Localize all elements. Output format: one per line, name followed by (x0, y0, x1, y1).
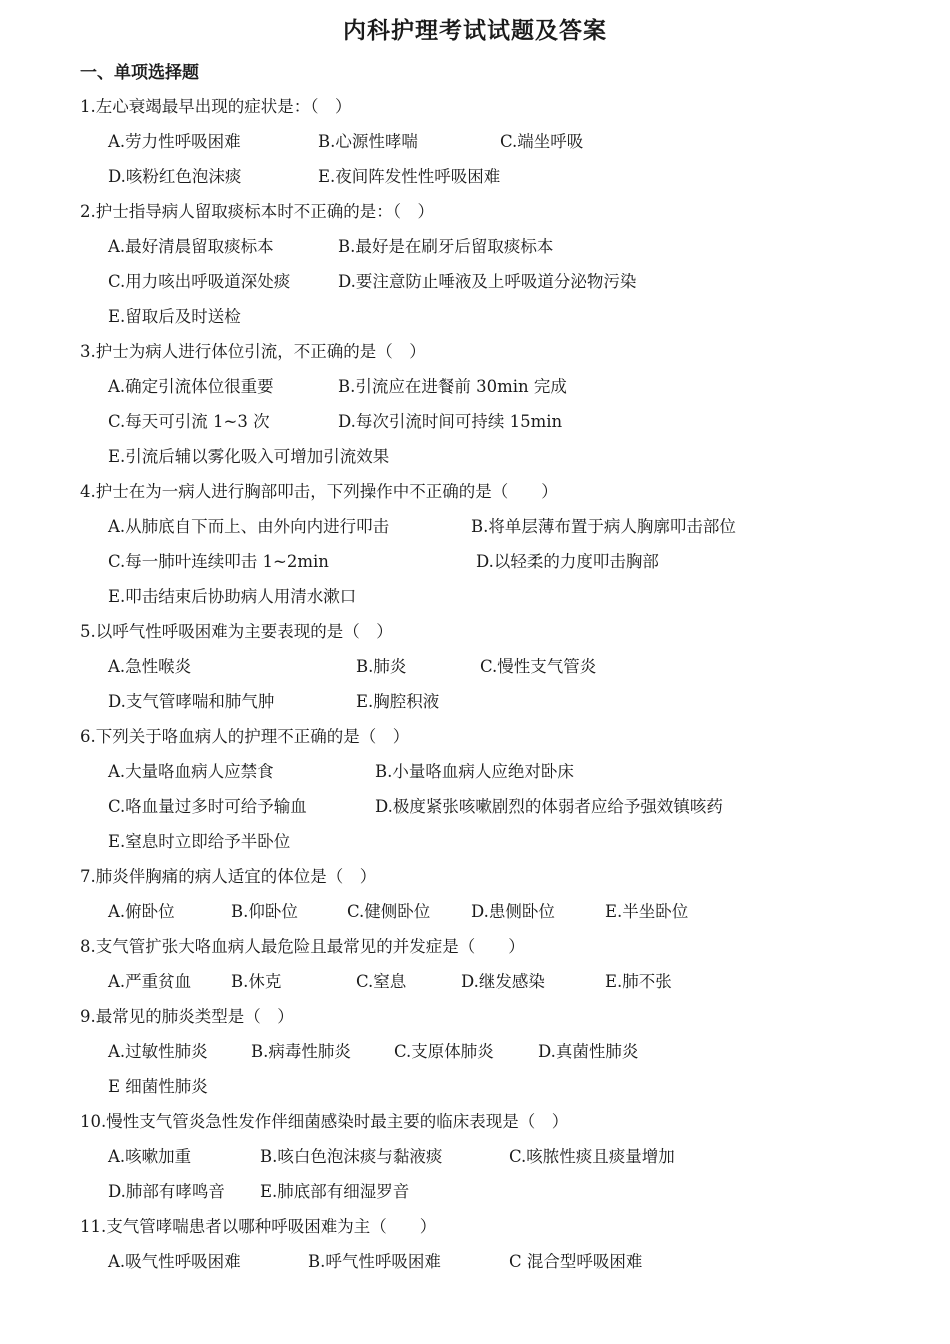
option-c: C.咳脓性痰且痰量增加 (509, 1147, 675, 1166)
option-b: B.病毒性肺炎 (251, 1042, 351, 1061)
question-5-stem: 5.以呼气性呼吸困难为主要表现的是（ ） (80, 622, 393, 641)
document-title: 内科护理考试试题及答案 (343, 18, 607, 44)
option-a: A.劳力性呼吸困难 (108, 132, 241, 151)
option-c: C.每天可引流 1~3 次 (108, 412, 270, 431)
option-c: C.端坐呼吸 (500, 132, 584, 151)
question-8-stem: 8.支气管扩张大咯血病人最危险且最常见的并发症是（ ） (80, 937, 525, 956)
option-a: A.过敏性肺炎 (108, 1042, 208, 1061)
option-e: E.夜间阵发性性呼吸困难 (318, 167, 501, 186)
option-e: E.留取后及时送检 (108, 307, 241, 326)
option-d: D.真菌性肺炎 (538, 1042, 639, 1061)
option-d: D.极度紧张咳嗽剧烈的体弱者应给予强效镇咳药 (375, 797, 723, 816)
option-a: A.吸气性呼吸困难 (108, 1252, 241, 1271)
option-a: A.最好清晨留取痰标本 (108, 237, 274, 256)
option-b: B.引流应在进餐前 30min 完成 (338, 377, 567, 396)
option-e: E.叩击结束后协助病人用清水漱口 (108, 587, 357, 606)
option-d: D.支气管哮喘和肺气肿 (108, 692, 275, 711)
option-a: A.从肺底自下而上、由外向内进行叩击 (108, 517, 390, 536)
option-b: B.咳白色泡沫痰与黏液痰 (260, 1147, 443, 1166)
option-b: B.肺炎 (356, 657, 407, 676)
question-6-stem: 6.下列关于咯血病人的护理不正确的是（ ） (80, 727, 410, 746)
option-d: D.患侧卧位 (471, 902, 555, 921)
option-b: B.休克 (231, 972, 282, 991)
option-c: C.慢性支气管炎 (480, 657, 597, 676)
option-a: A.严重贫血 (108, 972, 192, 991)
option-c: C.支原体肺炎 (394, 1042, 494, 1061)
option-c: C.窒息 (356, 972, 407, 991)
option-d: D.以轻柔的力度叩击胸部 (476, 552, 659, 571)
option-e: E 细菌性肺炎 (108, 1077, 208, 1096)
section-heading: 一、单项选择题 (80, 63, 199, 83)
question-1-stem: 1.左心衰竭最早出现的症状是：（ ） (80, 97, 352, 116)
option-b: B.将单层薄布置于病人胸廓叩击部位 (471, 517, 736, 536)
option-c: C.咯血量过多时可给予输血 (108, 797, 307, 816)
option-e: E.肺不张 (605, 972, 672, 991)
option-d: D.要注意防止唾液及上呼吸道分泌物污染 (338, 272, 637, 291)
question-11-stem: 11.支气管哮喘患者以哪种呼吸困难为主（ ） (80, 1217, 437, 1236)
option-b: B.小量咯血病人应绝对卧床 (375, 762, 574, 781)
option-c: C.用力咳出呼吸道深处痰 (108, 272, 291, 291)
option-a: A.大量咯血病人应禁食 (108, 762, 274, 781)
option-a: A.咳嗽加重 (108, 1147, 192, 1166)
option-b: B.呼气性呼吸困难 (308, 1252, 441, 1271)
question-10-stem: 10.慢性支气管炎急性发作伴细菌感染时最主要的临床表现是（ ） (80, 1112, 569, 1131)
option-a: A.确定引流体位很重要 (108, 377, 274, 396)
option-e: E.引流后辅以雾化吸入可增加引流效果 (108, 447, 390, 466)
option-c: C 混合型呼吸困难 (509, 1252, 643, 1271)
option-b: B.最好是在刷牙后留取痰标本 (338, 237, 554, 256)
option-d: D.每次引流时间可持续 15min (338, 412, 563, 431)
question-9-stem: 9.最常见的肺炎类型是（ ） (80, 1007, 294, 1026)
option-b: B.仰卧位 (231, 902, 298, 921)
question-7-stem: 7.肺炎伴胸痛的病人适宜的体位是（ ） (80, 867, 377, 886)
question-2-stem: 2.护士指导病人留取痰标本时不正确的是：（ ） (80, 202, 434, 221)
option-a: A.俯卧位 (108, 902, 175, 921)
option-e: E.肺底部有细湿罗音 (260, 1182, 410, 1201)
option-d: D.咳粉红色泡沫痰 (108, 167, 242, 186)
option-d: D.继发感染 (461, 972, 545, 991)
option-c: C.健侧卧位 (347, 902, 431, 921)
option-e: E.胸腔积液 (356, 692, 440, 711)
option-b: B.心源性哮喘 (318, 132, 418, 151)
question-4-stem: 4.护士在为一病人进行胸部叩击，下列操作中不正确的是（ ） (80, 482, 558, 501)
option-e: E.半坐卧位 (605, 902, 689, 921)
option-e: E.窒息时立即给予半卧位 (108, 832, 291, 851)
question-3-stem: 3.护士为病人进行体位引流，不正确的是（ ） (80, 342, 426, 361)
option-d: D.肺部有哮鸣音 (108, 1182, 225, 1201)
option-a: A.急性喉炎 (108, 657, 192, 676)
option-c: C.每一肺叶连续叩击 1~2min (108, 552, 329, 571)
